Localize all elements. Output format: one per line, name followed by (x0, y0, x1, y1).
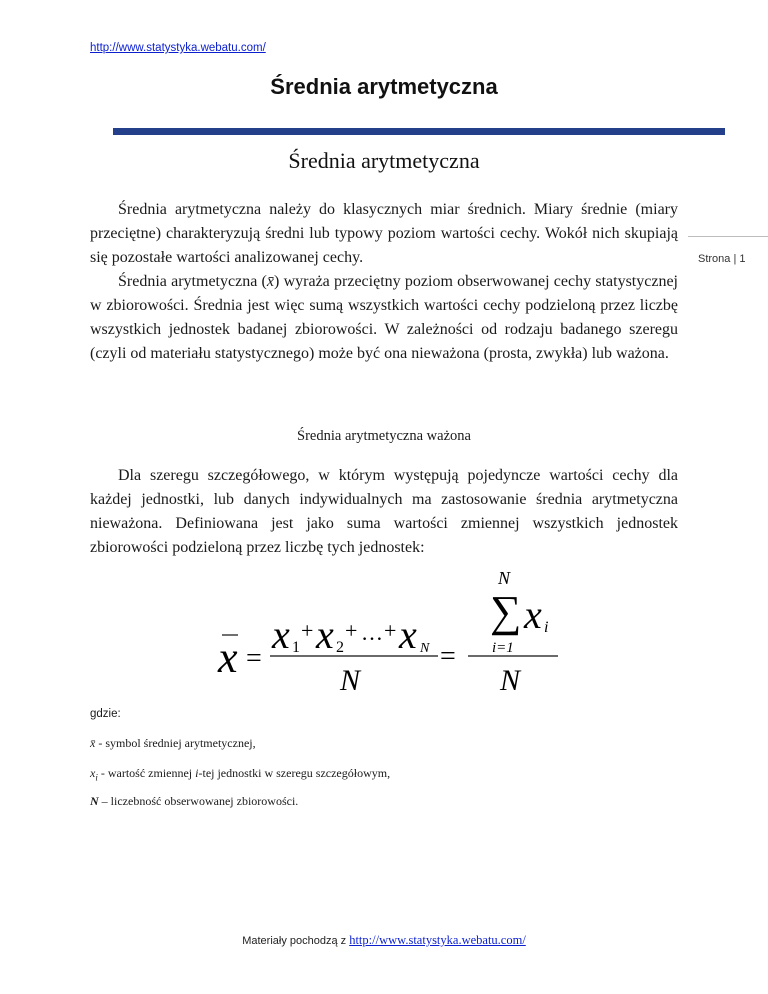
formula-xi: x (524, 592, 542, 637)
sum-upper-limit: N (498, 568, 511, 588)
header-rule (113, 128, 725, 135)
where-label: gdzie: (90, 708, 121, 720)
formula-sub-2: 2 (336, 639, 344, 656)
page-number-rule (688, 236, 768, 237)
definition-xi-sub: i (95, 772, 98, 783)
page-number: Strona | 1 (698, 253, 746, 265)
sum-lower-limit: i=1 (492, 640, 514, 656)
definition-mean-text: - symbol średniej arytmetycznej, (95, 736, 256, 750)
formula-plus-1: + (301, 618, 314, 643)
paragraph-3: Dla szeregu szczegółowego, w którym występują pojedyncze wartości cechy dla każdej jednostki, lub danych indywidualnych ma zastosowanie średnia arytmetyczna nieważona. Definiowana jest jako suma wartości zmiennej wszystkich jednostek zbiorowości podzieloną przez liczbę tych jednostek: (90, 467, 678, 556)
definition-N-text: – liczebność obserwowanej zbiorowości. (98, 794, 299, 808)
formula-plus-2: + (345, 618, 358, 643)
definition-xi-text-i: i (195, 766, 199, 780)
formula-dots: … (361, 620, 383, 645)
formula-plus-3: + (384, 618, 397, 643)
footer (0, 933, 768, 948)
formula-equals-2: = (440, 641, 456, 672)
definition-xi-text-a: - wartość zmiennej (97, 766, 196, 780)
paragraph-2-rest: ) wyraża przeciętny poziom obserwowanej cechy statystycznej w zbiorowości. Średnia jest więc sumą wszystkich wartości cechy podzieloną przez liczbę wszystkich jednostek badanej zbiorowości. W zależności od rodzaju badanego szeregu (czyli od materiału statystycznego) może być ona nieważona (prosta, zwykła) lub ważona. (90, 273, 679, 362)
definition-xi-text-b: -tej jednostki w szeregu szczegółowym, (198, 766, 391, 780)
definition-mean-symbol: x̄ (90, 736, 96, 750)
definition-N (90, 794, 298, 809)
definition-xi-symbol: x (90, 766, 96, 780)
paragraph-2-start: Średnia arytmetyczna ( (118, 273, 267, 290)
document-title: Średnia arytmetyczna (288, 148, 480, 173)
formula-xN: x (399, 612, 417, 657)
formula-equals-1: = (246, 643, 262, 674)
mean-formula (200, 560, 600, 700)
footer-link[interactable]: http://www.statystyka.webatu.com/ (349, 933, 526, 947)
paragraph-2 (90, 270, 678, 366)
definition-mean (90, 736, 256, 751)
definition-N-symbol: N (90, 794, 99, 808)
formula-denominator-1: N (340, 664, 361, 697)
definition-xi (90, 766, 390, 782)
formula-denominator-2: N (500, 664, 521, 697)
header-link[interactable]: http://www.statystyka.webatu.com/ (90, 42, 266, 54)
header-title: Średnia arytmetyczna (270, 74, 498, 99)
formula-sub-1: 1 (292, 639, 300, 656)
formula-sub-N: N (420, 641, 430, 656)
formula-x1: x (272, 612, 290, 657)
formula-sub-i: i (544, 619, 549, 636)
formula-x-mean: x (218, 633, 238, 682)
formula-x2: x (316, 612, 334, 657)
section-subheading: Średnia arytmetyczna ważona (297, 428, 471, 444)
footer-prefix: Materiały pochodzą z (242, 935, 350, 947)
paragraph-1: Średnia arytmetyczna należy do klasycznych miar średnich. Miary średnie (miary przeciętne) charakteryzują średni lub typowy poziom wartości cechy. Wokół nich skupiają się pozostałe wartości analizowanej cechy. (90, 201, 678, 266)
sigma-symbol: ∑ (490, 587, 522, 636)
mean-symbol: x̄ (266, 273, 274, 290)
